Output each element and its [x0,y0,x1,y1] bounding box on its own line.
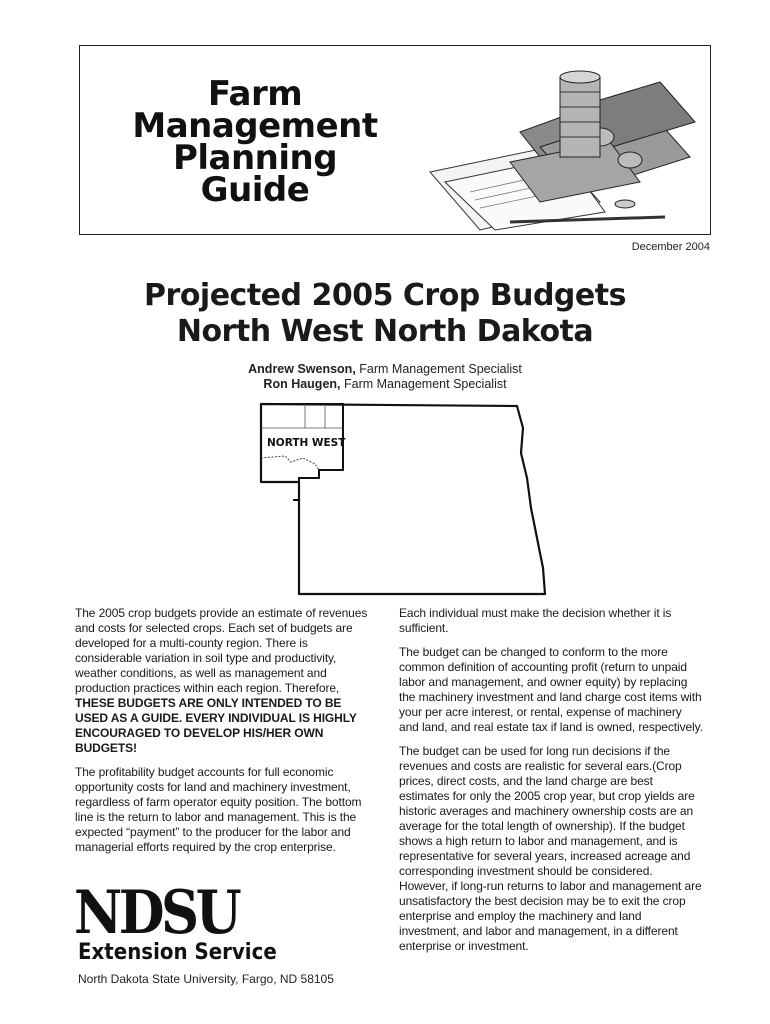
right-column [399,606,704,963]
author-role: Farm Management Specialist [344,377,507,391]
paragraph: Each individual must make the decision whether it is sufficient. [399,606,672,635]
title-line-2: North West North Dakota [176,314,594,349]
author-name: Andrew Swenson, [248,362,356,376]
ndsu-logo: NDSU [74,878,239,948]
author-line [0,377,770,392]
banner-title-line: Guide [200,170,310,210]
author-line [0,362,770,377]
author-role: Farm Management Specialist [359,362,522,376]
north-dakota-map [255,398,555,598]
banner-title [120,74,390,210]
document-title [0,278,770,350]
footer-address: North Dakota State University, Fargo, ND 58105 [78,972,334,986]
warning-text: THESE BUDGETS ARE ONLY INTENDED TO BE USED AS A GUIDE. EVERY INDIVIDUAL IS HIGHLY ENCOURAGED TO DEVELOP HIS/HER OWN BUDGETS! [75,696,357,755]
money-illustration-icon [400,52,705,232]
banner-title-line: Management [132,106,378,146]
paragraph: The budget can be used for long run decisions if the revenues and costs are realistic for several ears.(Crop prices, direct costs, and the land charge are best estimates for only the 2005 crop year, but crop yields are historic averages and machinery ownership costs are an average for the total length of ownership). If the budget shows a high return to labor and management, and is representative for several years, increased acreage and corresponding investment should be considered. However, if long-run returns to labor and management are unsatisfactory the best decision may be to exit the crop enterprise and employ the machinery and land investment, and labor and management, in a different enterprise or investment. [399,744,702,953]
left-column [75,606,375,864]
map-region-label: NORTH WEST [267,437,346,449]
title-line-1: Projected 2005 Crop Budgets [144,278,626,313]
publication-date: December 2004 [631,241,710,253]
guide-banner [79,45,711,235]
paragraph: The profitability budget accounts for full economic opportunity costs for land and machinery investment, regardless of farm operator equity position. The bottom line is the return to labor and management. This is the expected “payment” to the producer for the labor and managerial efforts required by the crop enterprise. [75,765,362,854]
banner-title-line: Farm [207,74,303,114]
paragraph: The budget can be changed to conform to the more common definition of accounting profit (return to unpaid labor and management, and owner equity) by replacing the machinery investment and land charge cost items with your per acre interest, or rental, expense of machinery and land, and real estate tax if land is owned, respectively. [399,645,703,734]
paragraph-text: The 2005 crop budgets provide an estimate of revenues and costs for selected crops. Each set of budgets are developed for a multi-county region. There is considerable variation in soil type and productivity, weather conditions, as well as management and production practices within each region. Therefore, [75,606,368,695]
paragraph [75,606,375,756]
banner-title-line: Planning [172,138,338,178]
author-name: Ron Haugen, [263,377,341,391]
extension-service-logo: Extension Service [78,940,277,965]
authors [0,362,770,392]
